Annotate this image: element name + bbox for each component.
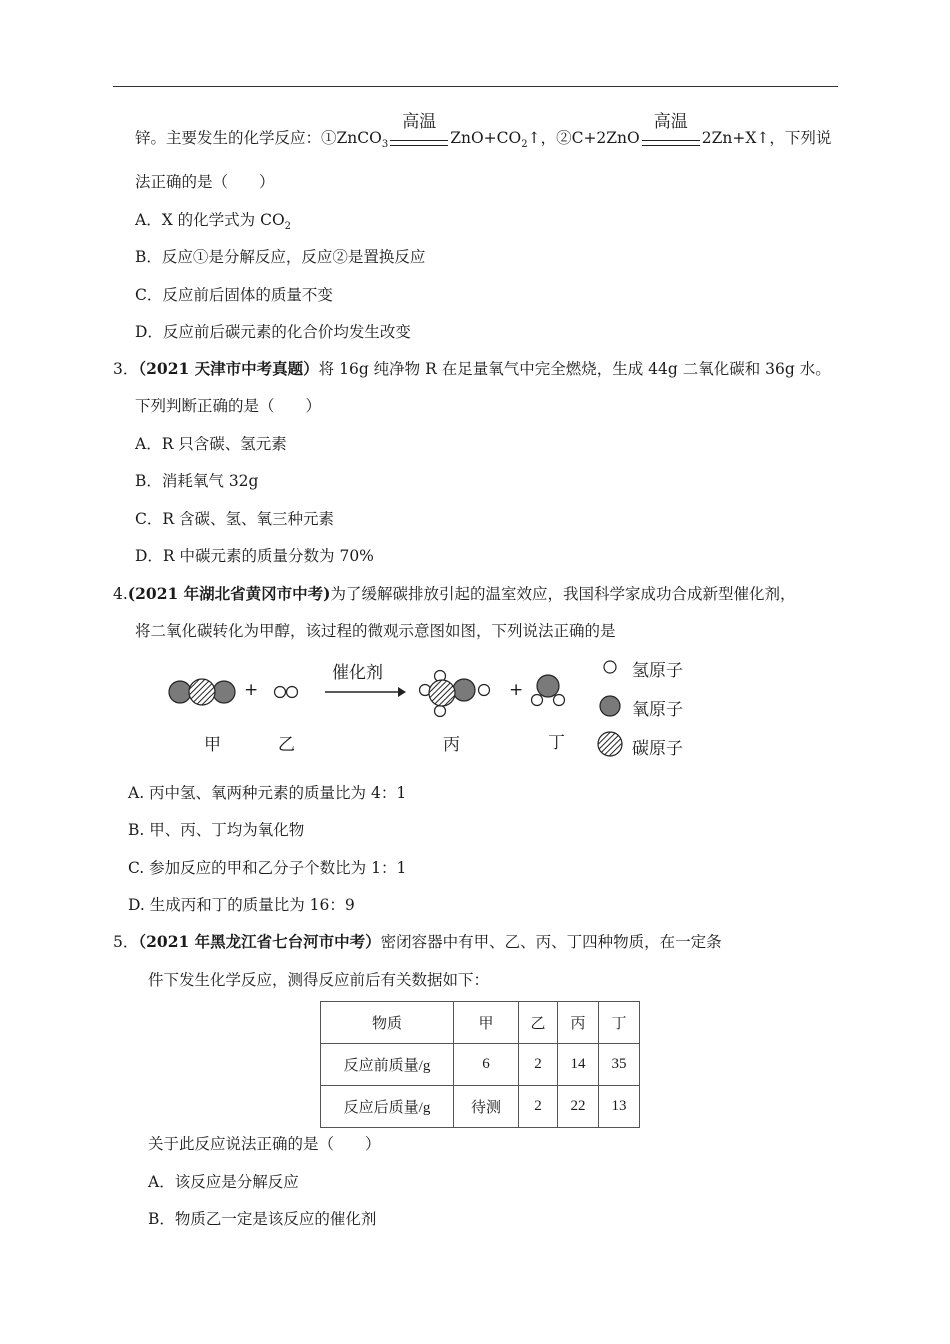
mass-data-table	[320, 1001, 640, 1128]
q2-stem-end: 法正确的是（ ）	[135, 173, 275, 191]
q5-question: 关于此反应说法正确的是（ ）	[148, 1135, 381, 1153]
q4-option-d: D. 生成丙和丁的质量比为 16：9	[128, 896, 355, 914]
table-row	[321, 1086, 640, 1128]
table-header-cell: 乙	[519, 1002, 558, 1044]
q5-option-a: A．该反应是分解反应	[148, 1173, 299, 1191]
molecule-bing	[420, 671, 490, 717]
molecule-ding	[532, 675, 565, 706]
table-cell: 6	[454, 1044, 519, 1086]
q2-option-c: C．反应前后固体的质量不变	[135, 286, 333, 304]
table-cell: 14	[558, 1044, 599, 1086]
molecule-jia	[169, 679, 235, 705]
q3-option-a: A．R 只含碳、氢元素	[135, 435, 287, 453]
table-header-cell: 丙	[558, 1002, 599, 1044]
table-cell: 2	[519, 1044, 558, 1086]
reaction-micro-diagram	[160, 650, 720, 760]
q3-option-c: C．R 含碳、氢、氧三种元素	[135, 510, 334, 528]
table-cell: 22	[558, 1086, 599, 1128]
plus-sign-2: +	[509, 680, 524, 700]
q4-option-b: B. 甲、丙、丁均为氧化物	[128, 821, 305, 839]
q5-option-b: B．物质乙一定是该反应的催化剂	[148, 1210, 377, 1228]
q3-stem: 3．（2021 天津市中考真题）将 16g 纯净物 R 在足量氧气中完全燃烧，生成 44g 二氧化碳和 36g 水。	[113, 359, 831, 378]
q4-option-a: A. 丙中氢、氧两种元素的质量比为 4：1	[128, 784, 407, 802]
header-rule	[113, 86, 838, 87]
q4-option-c: C. 参加反应的甲和乙分子个数比为 1：1	[128, 859, 407, 877]
q4-stem-2: 将二氧化碳转化为甲醇，该过程的微观示意图如图，下列说法正确的是	[135, 622, 616, 640]
table-cell: 2	[519, 1086, 558, 1128]
label-yi: 乙	[278, 735, 295, 755]
q4-stem: 4.(2021 年湖北省黄冈市中考)为了缓解碳排放引起的温室效应，我国科学家成功合成新型催化剂，	[113, 584, 796, 603]
legend-hydrogen: 氢原子	[632, 661, 683, 681]
q2-option-d: D．反应前后碳元素的化合价均发生改变	[135, 323, 411, 341]
q2-equation-line: 锌。主要发生的化学反应：①ZnCO$_3$ 高温 $ZnO+CO_2↑$，②C+2ZnO 高温 2Zn+X↑，下列说	[135, 112, 832, 151]
table-header-row	[321, 1002, 640, 1044]
q2-option-b: B．反应①是分解反应，反应②是置换反应	[135, 248, 426, 266]
table-cell: 13	[599, 1086, 640, 1128]
reaction-condition-2: 高温	[640, 128, 702, 148]
legend-carbon: 碳原子	[632, 739, 683, 759]
q5-stem: 5．（2021 年黑龙江省七台河市中考）密闭容器中有甲、乙、丙、丁四种物质，在一定条	[113, 932, 722, 951]
plus-sign-1: +	[244, 680, 259, 700]
table-cell: 反应后质量/g	[321, 1086, 454, 1128]
q5-stem-2: 件下发生化学反应，测得反应前后有关数据如下：	[148, 971, 490, 989]
arrow-icon	[325, 687, 406, 697]
table-header-cell: 丁	[599, 1002, 640, 1044]
reaction-condition-1: 高温	[388, 128, 450, 148]
table-cell: 反应前质量/g	[321, 1044, 454, 1086]
q2-option-a: A．X 的化学式为 $CO_2$	[135, 211, 292, 233]
catalyst-label: 催化剂	[332, 663, 383, 683]
table-header-cell: 物质	[321, 1002, 454, 1044]
table-row	[321, 1044, 640, 1086]
table-cell: 35	[599, 1044, 640, 1086]
label-jia: 甲	[204, 735, 221, 755]
q3-option-d: D．R 中碳元素的质量分数为 70%	[135, 547, 374, 565]
legend-oxygen: 氧原子	[632, 700, 683, 720]
table-header-cell: 甲	[454, 1002, 519, 1044]
q3-option-b: B．消耗氧气 32g	[135, 472, 259, 490]
label-bing: 丙	[443, 735, 460, 755]
molecule-yi	[275, 687, 298, 698]
label-ding: 丁	[548, 733, 565, 753]
legend-markers	[598, 661, 622, 756]
table-cell: 待测	[454, 1086, 519, 1128]
q3-stem-2: 下列判断正确的是（ ）	[135, 397, 322, 415]
